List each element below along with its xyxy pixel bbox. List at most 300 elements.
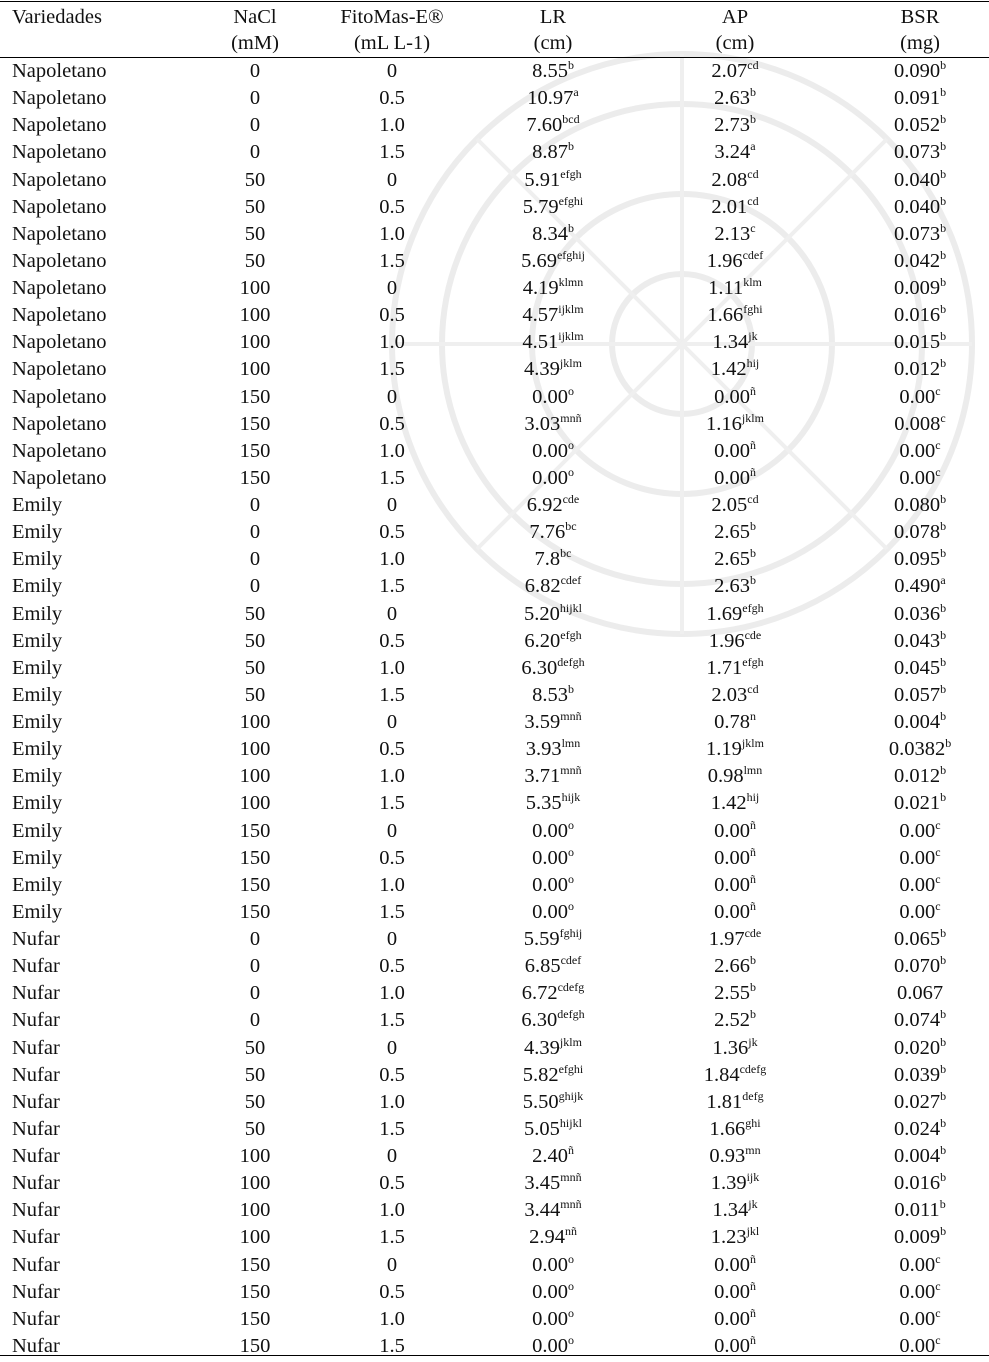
bsr-cell-value: 0.00	[899, 900, 936, 923]
bsr-cell-letters: c	[935, 898, 941, 913]
lr-cell-letters: efgh	[560, 627, 582, 642]
bsr-cell	[855, 1333, 985, 1362]
fitomas-cell: 0.5	[379, 412, 405, 435]
table-row	[0, 1197, 989, 1224]
variety-cell: Nufar	[12, 1199, 60, 1222]
ap-cell-value: 2.55	[714, 982, 750, 1005]
ap-cell-value: 1.71	[706, 656, 743, 679]
ap-cell-value: 1.97	[708, 928, 745, 950]
ap-cell-value: 1.42	[710, 792, 747, 815]
bsr-cell-letters: b	[940, 763, 947, 778]
nacl-cell: 50	[244, 168, 266, 191]
bsr-cell-letters: c	[940, 410, 946, 425]
lr-cell	[478, 492, 628, 521]
bsr-cell-letters: c	[935, 437, 941, 452]
table-row	[0, 1007, 989, 1034]
nacl-cell: 100	[239, 1172, 271, 1195]
lr-cell-letters: klmn	[558, 275, 584, 289]
ap-cell-letters: b	[749, 112, 756, 127]
lr-cell-letters: cdef	[560, 573, 582, 588]
fitomas-cell: 0	[386, 1036, 398, 1059]
nacl-cell: 0	[249, 575, 261, 598]
lr-cell-letters: defgh	[557, 1007, 585, 1022]
bsr-cell-value: 0.080	[893, 494, 941, 516]
ap-cell-value: 1.42	[710, 358, 747, 381]
table-row	[0, 845, 989, 872]
lr-cell-letters: defgh	[557, 654, 585, 669]
ap-cell-value: 3.24	[714, 141, 751, 164]
lr-cell-letters: mnñ	[560, 1170, 582, 1185]
lr-cell-value: 0.00	[532, 1307, 568, 1330]
bsr-cell	[855, 573, 985, 602]
lr-cell	[478, 221, 628, 250]
table-row	[0, 980, 989, 1007]
bsr-cell-value: 0.074	[893, 1009, 941, 1032]
lr-cell-value: 6.30	[521, 1009, 558, 1032]
ap-cell	[660, 194, 810, 223]
bsr-cell-value: 0.042	[893, 249, 941, 272]
bsr-cell-letters: b	[940, 1170, 947, 1185]
lr-cell-letters: ijklm	[558, 329, 584, 344]
lr-cell-value: 4.51	[522, 331, 559, 354]
table-row	[0, 167, 989, 194]
nacl-cell: 0	[249, 548, 261, 571]
bsr-cell-value: 0.00	[899, 1253, 936, 1276]
variety-cell: Nufar	[12, 1145, 60, 1167]
bsr-cell	[855, 1197, 985, 1226]
ap-cell	[660, 682, 810, 711]
ap-cell	[660, 1170, 810, 1199]
nacl-cell: 150	[239, 819, 271, 842]
variety-cell: Emily	[12, 629, 63, 652]
ap-cell	[660, 1062, 810, 1091]
bsr-cell	[855, 899, 985, 928]
table-top-rule	[0, 1, 989, 2]
variety-cell: Emily	[12, 765, 63, 788]
bsr-cell	[855, 384, 985, 413]
lr-cell-value: 6.85	[524, 955, 561, 978]
variety-cell: Napoletano	[12, 331, 107, 354]
ap-cell-value: 0.00	[714, 900, 750, 923]
bsr-cell-value: 0.00	[899, 1280, 936, 1303]
lr-cell-letters: ghijk	[558, 1088, 584, 1103]
ap-cell-value: 0.00	[714, 385, 750, 408]
bsr-cell-letters: b	[940, 600, 947, 615]
variety-cell: Nufar	[12, 1009, 60, 1032]
table-row	[0, 682, 989, 709]
lr-cell-letters: o	[567, 464, 574, 479]
lr-cell-value: 0.00	[532, 900, 568, 923]
lr-cell	[478, 1252, 628, 1281]
lr-cell-value: 0.00	[532, 439, 568, 462]
bsr-cell-value: 0.016	[893, 1172, 941, 1195]
ap-cell	[660, 845, 810, 874]
ap-cell	[660, 519, 810, 548]
fitomas-cell: 0	[386, 819, 398, 842]
nacl-cell: 0	[249, 87, 261, 110]
bsr-cell-value: 0.040	[893, 168, 941, 191]
variety-cell: Napoletano	[12, 439, 107, 462]
lr-cell	[478, 1170, 628, 1199]
bsr-cell-letters: b	[940, 275, 947, 289]
lr-cell-value: 0.00	[532, 466, 568, 489]
nacl-cell: 150	[239, 1334, 271, 1357]
variety-cell: Napoletano	[12, 222, 107, 245]
ap-cell	[660, 112, 810, 141]
table-row	[0, 139, 989, 166]
table-row	[0, 438, 989, 465]
table-row	[0, 194, 989, 221]
table-row	[0, 492, 989, 519]
bsr-cell-letters: b	[940, 329, 947, 344]
lr-cell	[478, 899, 628, 928]
variety-cell: Napoletano	[12, 358, 107, 381]
lr-cell-letters: o	[567, 383, 574, 398]
bsr-cell-value: 0.00	[899, 385, 936, 408]
fitomas-cell: 1.5	[379, 249, 405, 272]
lr-cell-value: 8.55	[532, 60, 568, 82]
lr-cell-letters: o	[567, 1251, 574, 1266]
bsr-cell	[855, 492, 985, 521]
ap-cell	[660, 1279, 810, 1308]
variety-cell: Emily	[12, 656, 63, 679]
table-row	[0, 1062, 989, 1089]
lr-cell	[478, 763, 628, 792]
table-row	[0, 1279, 989, 1306]
bsr-cell-value: 0.073	[893, 222, 941, 245]
lr-cell-letters: fghij	[559, 926, 583, 940]
lr-cell-letters: bcd	[562, 112, 580, 127]
lr-cell-letters: mnñ	[560, 763, 582, 778]
ap-cell-letters: ñ	[749, 898, 756, 913]
variety-cell: Napoletano	[12, 466, 107, 489]
ap-cell-letters: jklm	[741, 410, 764, 425]
fitomas-cell: 1.0	[379, 873, 405, 896]
lr-cell-letters: cdefg	[557, 980, 585, 995]
ap-cell-value: 0.00	[714, 1253, 750, 1276]
nacl-cell: 0	[249, 141, 261, 164]
bsr-cell-letters: b	[940, 519, 947, 534]
lr-cell	[478, 194, 628, 223]
variety-cell: Napoletano	[12, 60, 107, 82]
table-row	[0, 573, 989, 600]
table-bottom-rule	[0, 1355, 989, 1356]
bsr-cell-value: 0.078	[893, 521, 941, 544]
fitomas-cell: 1.0	[379, 331, 405, 354]
ap-cell-letters: jk	[748, 1034, 758, 1049]
bsr-cell-letters: c	[935, 1278, 941, 1293]
bsr-cell	[855, 411, 985, 440]
lr-cell	[478, 790, 628, 819]
bsr-cell-letters: b	[940, 1061, 947, 1076]
ap-cell-letters: ñ	[749, 1251, 756, 1266]
bsr-cell	[855, 1143, 985, 1172]
table-row	[0, 818, 989, 845]
lr-cell-value: 0.00	[532, 1334, 568, 1357]
lr-cell	[478, 85, 628, 114]
lr-cell	[478, 384, 628, 413]
fitomas-cell: 1.5	[379, 900, 405, 923]
nacl-cell: 150	[239, 1307, 271, 1330]
lr-cell-value: 6.82	[524, 575, 561, 598]
ap-cell-letters: hij	[746, 356, 760, 371]
lr-cell-letters: o	[567, 1332, 574, 1347]
ap-cell-letters: b	[749, 953, 756, 968]
lr-cell	[478, 1062, 628, 1091]
lr-cell-letters: b	[567, 220, 574, 235]
table-row	[0, 275, 989, 302]
ap-cell	[660, 85, 810, 114]
lr-cell-letters: cdef	[560, 953, 582, 968]
bsr-cell-letters: c	[935, 1251, 941, 1266]
lr-cell	[478, 1089, 628, 1118]
bsr-cell-letters: c	[935, 464, 941, 479]
fitomas-cell: 0.5	[379, 1172, 405, 1195]
fitomas-cell: 1.0	[379, 656, 405, 679]
header-variety: Variedades	[12, 6, 102, 28]
bsr-cell	[855, 438, 985, 467]
nacl-cell: 150	[239, 412, 271, 435]
bsr-cell-value: 0.012	[893, 765, 941, 788]
ap-cell-letters: cd	[747, 193, 759, 208]
fitomas-cell: 0.5	[379, 1063, 405, 1086]
fitomas-cell: 0	[386, 494, 398, 516]
fitomas-cell: 1.0	[379, 114, 405, 137]
variety-cell: Napoletano	[12, 195, 107, 218]
variety-cell: Napoletano	[12, 385, 107, 408]
table-row	[0, 329, 989, 356]
lr-cell-letters: efgh	[560, 166, 582, 181]
fitomas-cell: 1.5	[379, 1117, 405, 1140]
table-row	[0, 58, 989, 85]
bsr-cell-letters: b	[940, 220, 947, 235]
ap-cell-value: 0.98	[707, 765, 744, 788]
lr-cell-letters: efghi	[558, 193, 584, 208]
ap-cell-value: 2.08	[711, 168, 748, 191]
lr-cell	[478, 601, 628, 630]
bsr-cell-letters: b	[940, 356, 947, 371]
ap-cell-letters: jk	[748, 329, 758, 344]
ap-cell	[660, 438, 810, 467]
lr-cell-value: 4.39	[524, 358, 560, 381]
lr-cell-letters: mnñ	[560, 709, 582, 723]
table-row	[0, 1224, 989, 1251]
header-nacl: NaCl (mM)	[231, 6, 279, 54]
ap-cell	[660, 926, 810, 955]
ap-cell-value: 1.81	[706, 1090, 743, 1113]
lr-cell-letters: o	[567, 898, 574, 913]
variety-cell: Emily	[12, 548, 63, 571]
ap-cell-letters: fghi	[743, 302, 763, 317]
bsr-cell-value: 0.00	[899, 1307, 936, 1330]
lr-cell-letters: o	[567, 871, 574, 886]
table-row	[0, 709, 989, 736]
table-row	[0, 899, 989, 926]
lr-cell-letters: ijklm	[558, 302, 584, 317]
bsr-cell-letters: b	[940, 112, 947, 127]
bsr-cell-value: 0.091	[893, 87, 941, 110]
fitomas-cell: 0	[386, 1253, 398, 1276]
variety-cell: Nufar	[12, 1307, 60, 1330]
lr-cell	[478, 275, 628, 304]
ap-cell	[660, 818, 810, 847]
ap-cell-letters: defg	[742, 1088, 764, 1103]
ap-cell-letters: jk	[748, 1197, 758, 1212]
variety-cell: Nufar	[12, 928, 60, 950]
bsr-cell	[855, 1170, 985, 1199]
ap-cell-letters: cdef	[742, 247, 764, 262]
variety-cell: Nufar	[12, 1090, 60, 1113]
table-row	[0, 763, 989, 790]
ap-cell-value: 1.23	[710, 1226, 747, 1249]
nacl-cell: 50	[244, 1036, 266, 1059]
ap-cell-letters: ñ	[749, 464, 756, 479]
nacl-cell: 50	[244, 602, 266, 625]
fitomas-cell: 0.5	[379, 521, 405, 544]
bsr-cell-value: 0.004	[893, 711, 941, 733]
variety-cell: Nufar	[12, 1036, 60, 1059]
fitomas-cell: 1.5	[379, 683, 405, 706]
lr-cell-letters: b	[567, 58, 574, 72]
lr-cell-value: 5.91	[524, 168, 561, 191]
lr-cell-letters: jklm	[559, 1034, 582, 1049]
table-row	[0, 1306, 989, 1333]
fitomas-cell: 0	[386, 385, 398, 408]
ap-cell-value: 2.63	[714, 575, 750, 598]
ap-cell	[660, 790, 810, 819]
table-row	[0, 1252, 989, 1279]
ap-cell-value: 2.65	[714, 521, 750, 544]
fitomas-cell: 0	[386, 60, 398, 82]
bsr-cell-value: 0.012	[893, 358, 941, 381]
ap-cell-letters: ñ	[749, 1278, 756, 1293]
ap-cell	[660, 356, 810, 385]
lr-cell	[478, 248, 628, 277]
variety-cell: Nufar	[12, 982, 60, 1005]
variety-cell: Nufar	[12, 1063, 60, 1086]
table-row	[0, 628, 989, 655]
bsr-cell	[855, 194, 985, 223]
ap-cell-letters: jklm	[741, 736, 764, 751]
ap-cell	[660, 302, 810, 331]
variety-cell: Napoletano	[12, 412, 107, 435]
lr-cell-letters: o	[567, 1278, 574, 1293]
bsr-cell	[855, 1279, 985, 1308]
ap-cell	[660, 275, 810, 304]
header-ap: AP (cm)	[715, 6, 755, 54]
bsr-cell-value: 0.009	[893, 277, 941, 299]
fitomas-cell: 1.0	[379, 982, 405, 1005]
ap-cell-value: 1.66	[707, 304, 744, 327]
bsr-cell-letters: c	[935, 817, 941, 832]
ap-cell-value: 0.00	[714, 846, 750, 869]
bsr-cell-value: 0.024	[893, 1117, 941, 1140]
ap-cell-letters: klm	[743, 275, 762, 289]
ap-cell	[660, 736, 810, 765]
fitomas-cell: 1.0	[379, 1090, 405, 1113]
ap-cell-letters: jkl	[746, 1224, 760, 1239]
ap-cell	[660, 1252, 810, 1281]
nacl-cell: 100	[239, 277, 271, 299]
fitomas-cell: 0	[386, 928, 398, 950]
bsr-cell-letters: b	[940, 790, 947, 805]
lr-cell-value: 0.00	[532, 1280, 568, 1303]
table-row	[0, 926, 989, 953]
bsr-cell-value: 0.00	[899, 873, 936, 896]
nacl-cell: 150	[239, 873, 271, 896]
nacl-cell: 50	[244, 222, 266, 245]
lr-cell	[478, 1197, 628, 1226]
lr-cell-letters: mnñ	[560, 410, 582, 425]
lr-cell	[478, 546, 628, 575]
lr-cell	[478, 1306, 628, 1335]
bsr-cell-letters: b	[940, 492, 947, 506]
nacl-cell: 100	[239, 1226, 271, 1249]
variety-cell: Emily	[12, 792, 63, 815]
lr-cell-letters: efghi	[558, 1061, 584, 1076]
ap-cell	[660, 709, 810, 738]
bsr-cell-value: 0.045	[893, 656, 941, 679]
bsr-cell	[855, 655, 985, 684]
bsr-cell	[855, 139, 985, 168]
nacl-cell: 0	[249, 982, 261, 1005]
ap-cell-value: 0.00	[714, 819, 750, 842]
variety-cell: Napoletano	[12, 277, 107, 299]
ap-cell-value: 2.07	[711, 60, 748, 82]
nacl-cell: 150	[239, 439, 271, 462]
lr-cell-value: 6.72	[521, 982, 558, 1005]
lr-cell	[478, 573, 628, 602]
fitomas-cell: 0.5	[379, 304, 405, 327]
variety-cell: Emily	[12, 711, 63, 733]
bsr-cell-letters: b	[940, 926, 947, 940]
ap-cell-value: 0.00	[714, 1307, 750, 1330]
table-row	[0, 411, 989, 438]
variety-cell: Napoletano	[12, 141, 107, 164]
table-row	[0, 1143, 989, 1170]
ap-cell-letters: ñ	[749, 1332, 756, 1347]
ap-cell-value: 1.66	[709, 1117, 746, 1140]
bsr-cell-value: 0.052	[893, 114, 941, 137]
table-row	[0, 546, 989, 573]
lr-cell-value: 5.50	[522, 1090, 559, 1113]
variety-cell: Napoletano	[12, 87, 107, 110]
ap-cell-letters: ñ	[749, 437, 756, 452]
lr-cell-value: 0.00	[532, 846, 568, 869]
bsr-cell-value: 0.00	[899, 819, 936, 842]
fitomas-cell: 0	[386, 168, 398, 191]
nacl-cell: 0	[249, 1009, 261, 1032]
bsr-cell-value: 0.016	[893, 304, 941, 327]
lr-cell-value: 5.59	[523, 928, 560, 950]
bsr-cell	[855, 926, 985, 955]
table-row	[0, 1170, 989, 1197]
nacl-cell: 50	[244, 249, 266, 272]
ap-cell-letters: ñ	[749, 817, 756, 832]
ap-cell	[660, 1089, 810, 1118]
variety-cell: Emily	[12, 521, 63, 544]
ap-cell-letters: cd	[747, 166, 759, 181]
lr-cell-letters: hijk	[561, 790, 581, 805]
lr-cell	[478, 58, 628, 87]
ap-cell	[660, 384, 810, 413]
bsr-cell-value: 0.057	[893, 683, 941, 706]
lr-cell-value: 8.34	[532, 222, 568, 245]
bsr-cell-letters: c	[935, 844, 941, 859]
lr-cell-value: 5.35	[525, 792, 562, 815]
lr-cell-letters: jklm	[559, 356, 582, 371]
bsr-cell	[855, 1062, 985, 1091]
